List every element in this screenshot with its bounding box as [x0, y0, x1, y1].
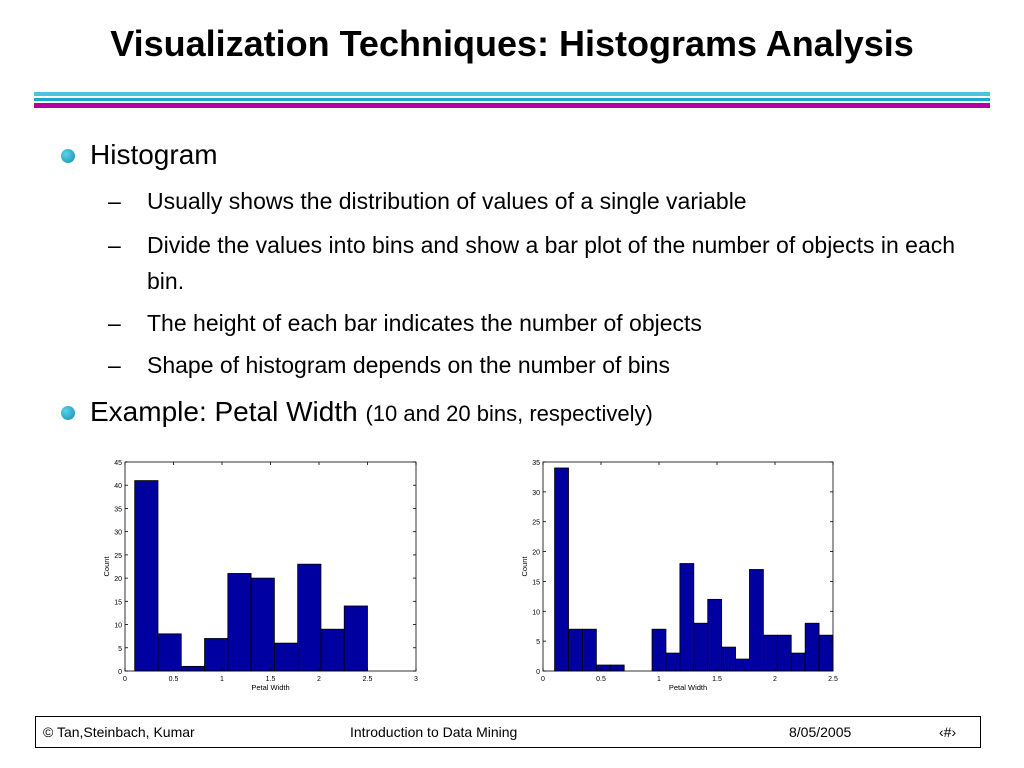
- y-tick-label: 25: [532, 519, 540, 527]
- y-tick-label: 45: [114, 460, 122, 467]
- dash-icon: –: [108, 232, 121, 258]
- y-tick-label: 35: [532, 460, 540, 467]
- y-tick-label: 5: [118, 645, 122, 653]
- x-tick-label: 1.5: [712, 676, 722, 683]
- histogram-bar: [596, 665, 610, 671]
- y-tick-label: 0: [118, 669, 122, 676]
- x-axis-label: Petal Width: [251, 683, 290, 692]
- bullet-histogram: Histogram: [90, 139, 218, 170]
- bullet-dot-icon: [61, 149, 75, 163]
- y-tick-label: 20: [114, 576, 122, 584]
- footer: [35, 716, 981, 748]
- y-tick-label: 30: [114, 529, 122, 537]
- histogram-bar: [666, 653, 680, 671]
- y-tick-label: 30: [532, 489, 540, 497]
- histogram-bar: [298, 564, 321, 671]
- histogram-bar: [228, 573, 251, 671]
- histogram-bar: [158, 634, 181, 671]
- x-tick-label: 2: [773, 676, 777, 683]
- x-tick-label: 0: [123, 676, 127, 683]
- x-tick-label: 1.5: [265, 676, 276, 683]
- y-tick-label: 20: [532, 549, 540, 557]
- footer-page-number: ‹#›: [939, 724, 957, 740]
- dash-icon: –: [108, 188, 121, 214]
- histogram-bar: [610, 665, 624, 671]
- y-tick-label: 15: [532, 579, 540, 587]
- y-tick-label: 5: [536, 639, 540, 647]
- sub-bullet-shape: Shape of histogram depends on the number of bins: [147, 352, 670, 378]
- histogram-10-bins: [95, 452, 430, 694]
- dash-icon: –: [108, 352, 121, 378]
- histogram-20-bins: [515, 452, 845, 694]
- x-tick-label: 2.5: [362, 676, 373, 683]
- y-tick-label: 0: [536, 669, 540, 676]
- sub-bullet-bins: Divide the values into bins and show a bar plot of the number of objects in each bin.: [147, 232, 956, 294]
- histogram-bar: [805, 623, 819, 671]
- histogram-bar: [680, 564, 694, 671]
- histogram-bar: [763, 635, 777, 671]
- histogram-bar: [791, 653, 805, 671]
- histogram-bar: [652, 629, 666, 671]
- x-tick-label: 1: [657, 676, 661, 683]
- x-tick-label: 2.5: [828, 676, 838, 683]
- histogram-bar: [777, 635, 791, 671]
- histogram-bar: [274, 643, 297, 671]
- histogram-bar: [749, 569, 763, 671]
- histogram-bar: [819, 635, 833, 671]
- x-tick-label: 2: [317, 676, 321, 683]
- histogram-bar: [135, 481, 158, 671]
- y-tick-label: 25: [114, 552, 122, 560]
- histogram-bar: [582, 629, 596, 671]
- bullet-dot-icon: [61, 406, 75, 420]
- y-tick-label: 35: [114, 506, 122, 514]
- x-tick-label: 0: [541, 676, 545, 683]
- footer-course: Introduction to Data Mining: [350, 724, 518, 740]
- histogram-bar: [694, 623, 708, 671]
- histogram-bar: [736, 659, 750, 671]
- histogram-bar: [344, 606, 367, 671]
- y-axis-label: Count: [520, 556, 529, 577]
- footer-date: 8/05/2005: [789, 724, 852, 740]
- x-tick-label: 0.5: [596, 676, 606, 683]
- y-tick-label: 10: [114, 622, 122, 630]
- x-axis-label: Petal Width: [668, 683, 708, 692]
- example-label: Example: Petal Width: [90, 396, 358, 427]
- x-tick-label: 3: [414, 676, 418, 683]
- y-tick-label: 40: [114, 483, 122, 491]
- example-note: (10 and 20 bins, respectively): [365, 401, 653, 426]
- histogram-bar: [708, 599, 722, 671]
- x-tick-label: 1: [220, 676, 224, 683]
- histogram-bar: [181, 666, 204, 671]
- histogram-bar: [569, 629, 583, 671]
- y-tick-label: 15: [114, 599, 122, 607]
- slide-title: Visualization Techniques: Histograms Analysis: [110, 23, 914, 64]
- title-rule-teal: [34, 92, 990, 96]
- bullet-example: [90, 395, 653, 431]
- histogram-bar: [251, 578, 274, 671]
- histogram-bar: [555, 468, 569, 671]
- footer-copyright: © Tan,Steinbach, Kumar: [43, 724, 195, 740]
- histogram-bar: [321, 629, 344, 671]
- title-rule-teal-dark: [34, 98, 990, 101]
- y-tick-label: 10: [532, 609, 540, 617]
- sub-bullet-distribution: Usually shows the distribution of values of a single variable: [147, 188, 747, 214]
- x-tick-label: 0.5: [168, 676, 179, 683]
- sub-bullet-height: The height of each bar indicates the number of objects: [147, 310, 702, 336]
- histogram-bar: [722, 647, 736, 671]
- title-rule-purple: [34, 103, 990, 108]
- y-axis-label: Count: [102, 556, 111, 577]
- histogram-bar: [205, 638, 228, 671]
- dash-icon: –: [108, 310, 121, 336]
